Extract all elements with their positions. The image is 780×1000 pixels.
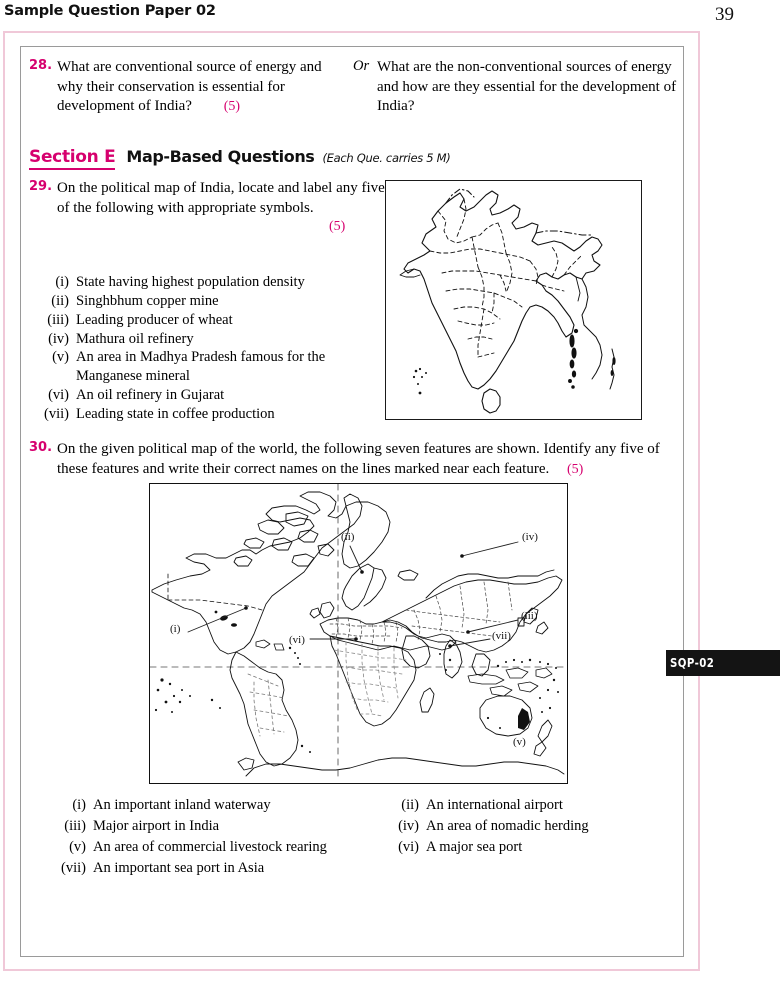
list-item-number: (iii) xyxy=(47,311,69,328)
map-label-iii: (iii) xyxy=(521,610,538,622)
question-28-left-column xyxy=(29,58,349,117)
list-item xyxy=(388,817,688,836)
question-28-or-label: Or xyxy=(353,58,370,74)
list-item-number: (vii) xyxy=(44,405,69,422)
list-item-text: Leading producer of wheat xyxy=(76,311,233,328)
section-e-title: Section E xyxy=(29,147,115,170)
list-item xyxy=(388,838,688,857)
question-29 xyxy=(29,179,389,422)
list-item-number: (i) xyxy=(55,274,69,290)
list-item-number: (vi) xyxy=(398,838,419,855)
question-28-right-column xyxy=(353,58,678,117)
world-political-map xyxy=(149,483,568,784)
list-item-text: State having highest population density xyxy=(76,274,305,290)
question-28-right-text: What are the non-conventional sources of energy and how are they essential for the development of India? xyxy=(377,59,677,114)
running-head: Sample Question Paper 02 xyxy=(4,3,216,19)
question-28-marks: (5) xyxy=(223,99,241,114)
list-item-text: Major airport in India xyxy=(93,817,220,834)
feature-list-right-column xyxy=(388,796,688,859)
list-item xyxy=(55,859,385,878)
new-zealand-south xyxy=(534,742,546,756)
world-map-svg xyxy=(150,484,565,781)
list-item xyxy=(42,386,392,405)
question-28-number: 28. xyxy=(29,58,53,73)
south-america-outline xyxy=(230,652,298,766)
list-item-text: Mathura oil refinery xyxy=(76,330,194,347)
feature-list-left-column xyxy=(55,796,385,879)
list-item xyxy=(55,796,385,815)
map-label-vii: (vii) xyxy=(492,630,511,642)
question-29-stem-row xyxy=(29,179,389,219)
list-item-text: An oil refinery in Gujarat xyxy=(76,387,225,404)
list-item-text: An area of commercial livestock rearing xyxy=(93,838,327,855)
list-item xyxy=(42,273,392,292)
question-30-text-wrap xyxy=(57,440,684,480)
question-30 xyxy=(20,440,684,480)
page-number: 39 xyxy=(715,4,734,25)
map-label-ii: (ii) xyxy=(341,531,355,543)
list-item-number: (ii) xyxy=(401,797,419,813)
question-29-stem: On the political map of India, locate and label any five of the following with appropriate symbols. xyxy=(57,180,385,216)
list-item-number: (iv) xyxy=(398,817,419,834)
madagascar-outline xyxy=(420,688,434,712)
list-item-text: An important inland waterway xyxy=(93,797,271,813)
antarctica-outline xyxy=(246,758,564,776)
map-label-i: (i) xyxy=(170,623,181,635)
list-item xyxy=(42,348,392,386)
list-item-number: (ii) xyxy=(51,292,69,309)
question-28-right-row xyxy=(353,58,678,117)
question-30-number: 30. xyxy=(29,440,53,455)
list-item-number: (vi) xyxy=(48,387,69,404)
list-item xyxy=(42,330,392,349)
list-item-number: (iv) xyxy=(48,330,69,347)
section-e-subtitle: Map-Based Questions xyxy=(126,147,315,166)
list-item-number: (vii) xyxy=(61,859,86,876)
leader-line-ii xyxy=(350,546,362,572)
list-item-number: (v) xyxy=(69,838,86,855)
side-tab-label: SQP-02 xyxy=(670,656,715,670)
arabia-outline xyxy=(402,636,430,668)
list-item-text: Singhbhum copper mine xyxy=(76,292,219,309)
question-30-text: On the given political map of the world, the following seven features are shown. Identify any five of these features and write their correct names on the lines marked near each feature. xyxy=(57,441,660,477)
question-29-number: 29. xyxy=(29,179,53,194)
scandinavia-outline xyxy=(342,564,374,610)
map-label-iv: (iv) xyxy=(522,531,538,543)
list-item xyxy=(42,405,392,424)
leader-line-iv xyxy=(462,542,518,556)
list-item xyxy=(55,817,385,836)
page-content xyxy=(20,46,684,957)
side-tab-sqp-02 xyxy=(666,650,780,676)
question-29-marks: (5) xyxy=(329,219,346,234)
question-30-row xyxy=(20,440,684,480)
question-28-left-text-wrap xyxy=(57,58,349,117)
india-map-svg xyxy=(386,181,640,418)
question-28-left-text: What are conventional source of energy and why their conservation is essential for development of India? xyxy=(57,59,322,114)
map-label-vi: (vi) xyxy=(289,634,305,646)
list-item-text: An international airport xyxy=(426,797,563,813)
north-america-outline xyxy=(152,492,362,654)
section-e-heading xyxy=(29,147,450,170)
africa-outline xyxy=(330,636,416,726)
list-item-number: (v) xyxy=(52,349,69,366)
section-e-marks-note: (Each Que. carries 5 M) xyxy=(322,151,451,165)
list-item-number: (iii) xyxy=(64,817,86,834)
list-item xyxy=(42,292,392,311)
question-30-marks: (5) xyxy=(567,461,584,477)
list-item xyxy=(388,796,688,815)
question-28-left-row xyxy=(29,58,349,117)
list-item-text: Leading state in coffee production xyxy=(76,405,275,422)
list-item-text: An area in Madhya Pradesh famous for the Manganese mineral xyxy=(76,349,326,385)
new-zealand-north xyxy=(538,720,552,742)
india-political-map xyxy=(385,180,642,420)
list-item xyxy=(42,311,392,330)
list-item-text: An important sea port in Asia xyxy=(93,859,265,876)
list-item-text: A major sea port xyxy=(426,838,523,855)
iceland-outline xyxy=(398,570,418,580)
map-label-v: (v) xyxy=(513,736,526,748)
list-item xyxy=(55,838,385,857)
list-item-number: (i) xyxy=(72,797,86,813)
list-item-text: An area of nomadic herding xyxy=(426,817,589,834)
question-29-item-list xyxy=(42,273,392,424)
